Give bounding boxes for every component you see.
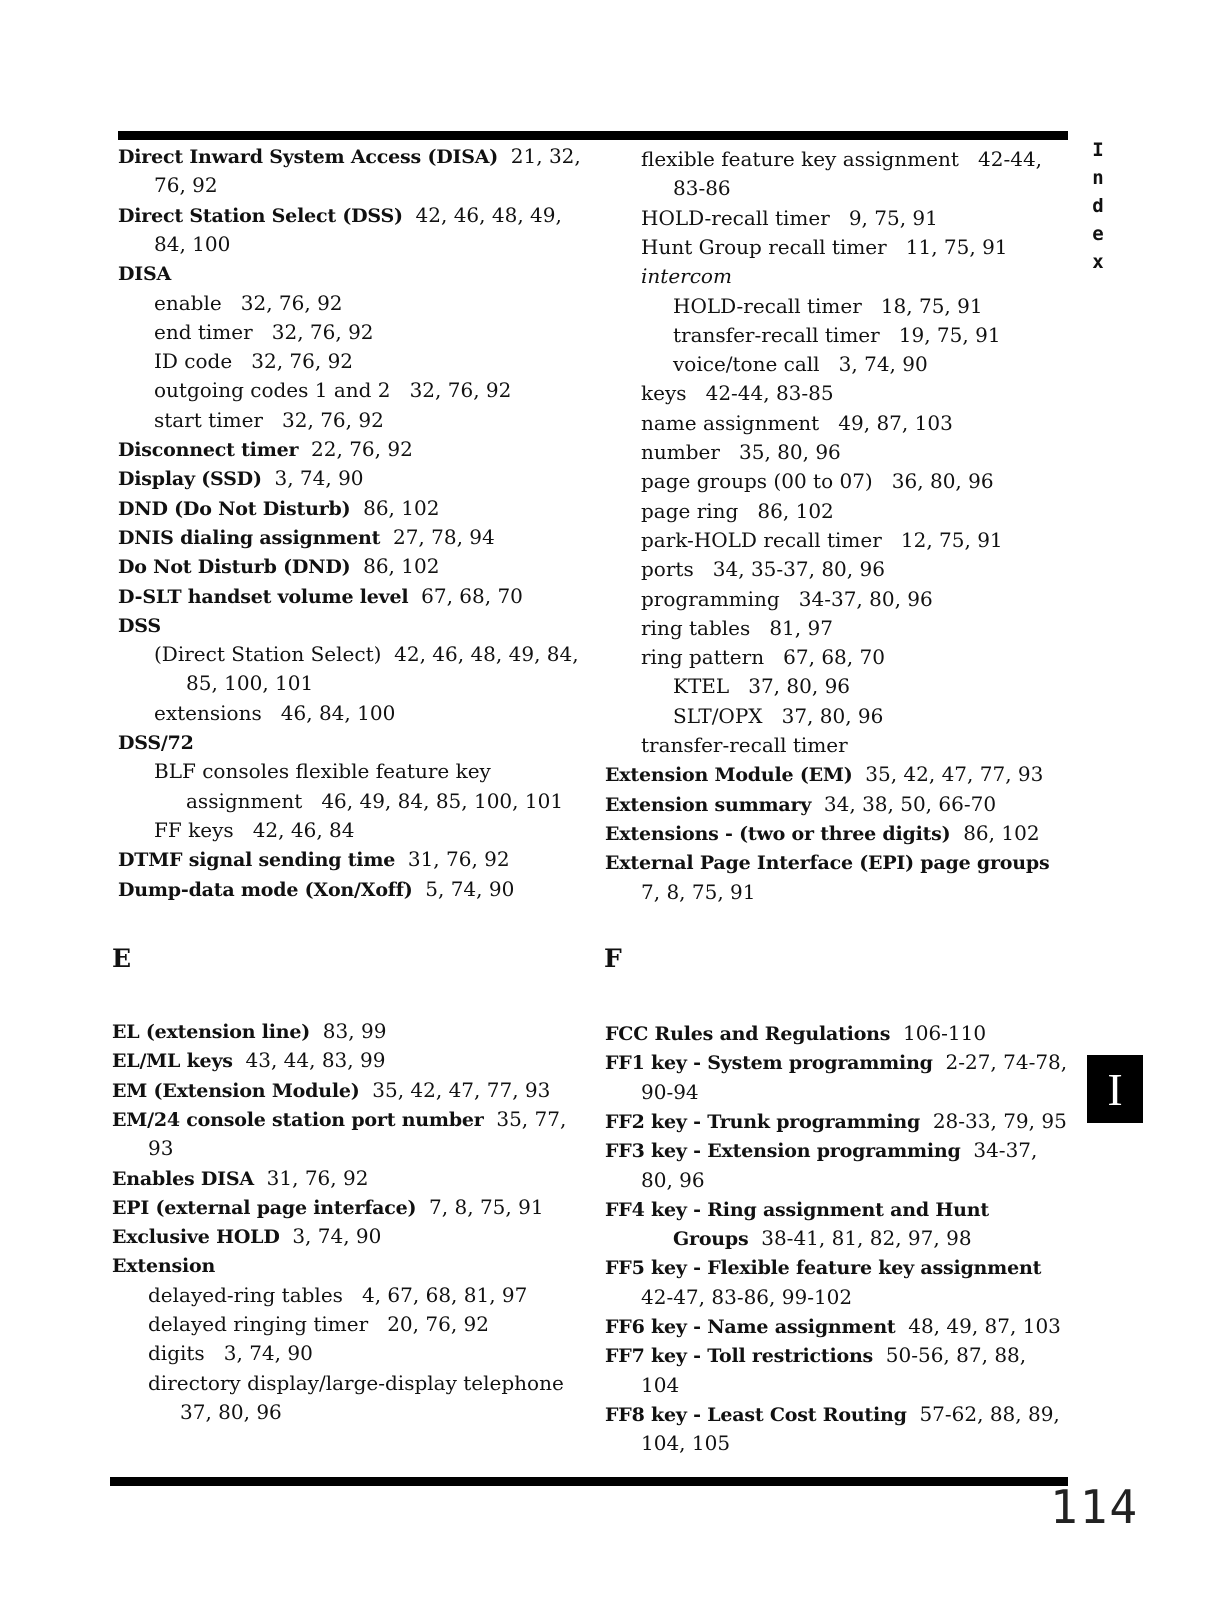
index-entry — [154, 640, 579, 669]
index-text: 21, 32, — [498, 144, 581, 168]
index-entry — [112, 1046, 385, 1076]
index-text: SLT/OPX 37, 80, 96 — [673, 703, 884, 728]
index-entry — [186, 669, 313, 698]
index-entry — [641, 555, 885, 584]
index-term: FF2 key - Trunk programming — [605, 1110, 921, 1133]
index-text: assignment 46, 49, 84, 85, 100, 101 — [186, 788, 564, 813]
index-text: 90-94 — [641, 1079, 699, 1104]
index-text: 28-33, 79, 95 — [920, 1108, 1067, 1133]
index-text: 35, 42, 47, 77, 93 — [359, 1077, 551, 1102]
index-term: FF8 key - Least Cost Routing — [605, 1403, 907, 1426]
index-text: 83, 99 — [310, 1019, 387, 1043]
index-text: keys 42-44, 83-85 — [641, 381, 834, 406]
index-entry — [641, 204, 938, 233]
index-column-right-top — [605, 145, 1075, 915]
index-term: External Page Interface (EPI) page groups — [605, 852, 1050, 875]
index-entry — [118, 728, 194, 758]
index-text: 84, 100 — [154, 231, 231, 256]
index-entry — [112, 1017, 386, 1047]
index-term: Dump-data mode (Xon/Xoff) — [118, 878, 413, 901]
index-text: transfer-recall timer 19, 75, 91 — [673, 322, 1001, 347]
index-text: 3, 74, 90 — [279, 1224, 382, 1249]
index-term: FF1 key - System programming — [605, 1052, 933, 1075]
index-entry — [154, 347, 353, 376]
index-entry — [118, 464, 364, 494]
index-text: 76, 92 — [154, 173, 218, 198]
index-entry — [641, 497, 834, 526]
index-entry — [154, 318, 374, 347]
index-entry — [154, 406, 384, 435]
index-entry — [112, 1164, 368, 1194]
index-term: Direct Station Select (DSS) — [118, 204, 403, 227]
index-entry — [641, 409, 953, 438]
index-text: delayed-ring tables 4, 67, 68, 81, 97 — [148, 1282, 528, 1307]
index-text: 83-86 — [673, 176, 731, 201]
index-entry — [118, 582, 523, 612]
index-entry — [641, 467, 994, 496]
index-text: number 35, 80, 96 — [641, 440, 841, 464]
index-text: 38-41, 81, 82, 97, 98 — [748, 1226, 972, 1251]
index-entry — [605, 848, 1049, 878]
index-text: 48, 49, 87, 103 — [895, 1314, 1061, 1338]
index-entry — [154, 376, 511, 405]
index-entry — [673, 321, 1001, 350]
index-term: Direct Inward System Access (DISA) — [118, 146, 499, 168]
index-term: Extension Module (EM) — [605, 764, 853, 787]
index-entry — [673, 1224, 972, 1254]
index-text: 22, 76, 92 — [298, 437, 413, 461]
index-text: KTEL 37, 80, 96 — [673, 674, 851, 699]
index-entry — [118, 875, 514, 905]
index-text: 34, 38, 50, 66-70 — [811, 791, 997, 816]
index-entry — [118, 611, 161, 641]
index-text: enable 32, 76, 92 — [154, 290, 343, 315]
index-entry — [118, 845, 510, 875]
index-term: Enables DISA — [112, 1167, 254, 1190]
index-term: EL/ML keys — [112, 1050, 233, 1073]
index-text: intercom — [641, 264, 732, 289]
index-entry — [641, 1371, 679, 1400]
index-text: 5, 74, 90 — [412, 876, 515, 901]
index-text: 2-27, 74-78, — [932, 1050, 1068, 1075]
index-text: 35, 42, 47, 77, 93 — [852, 762, 1044, 787]
index-entry — [641, 614, 833, 643]
index-term: EM (Extension Module) — [112, 1079, 360, 1102]
index-text: 35, 77, — [483, 1106, 567, 1131]
index-text: park-HOLD recall timer 12, 75, 91 — [641, 527, 1003, 552]
index-text: programming 34-37, 80, 96 — [641, 586, 933, 611]
index-term: D-SLT handset volume level — [118, 585, 409, 608]
index-entry — [605, 1195, 989, 1225]
section-heading-e: E — [112, 944, 132, 973]
index-text: 31, 76, 92 — [395, 847, 510, 872]
index-text: 67, 68, 70 — [408, 583, 523, 608]
index-term: FF4 key - Ring assignment and Hunt — [605, 1198, 989, 1221]
index-term: FF3 key - Extension programming — [605, 1140, 961, 1163]
index-term: Display (SSD) — [118, 468, 262, 491]
index-entry — [641, 643, 885, 672]
index-text: 106-110 — [890, 1021, 987, 1045]
index-entry — [641, 585, 933, 614]
index-entry — [605, 1019, 986, 1049]
index-side-letter: n — [1092, 167, 1104, 189]
index-entry — [112, 1193, 544, 1223]
index-text: ID code 32, 76, 92 — [154, 349, 354, 374]
index-column-right-bottom — [605, 1019, 1075, 1469]
index-entry — [112, 1251, 215, 1281]
index-column-left-top — [118, 142, 598, 912]
index-text: name assignment 49, 87, 103 — [641, 410, 953, 435]
index-entry — [154, 171, 218, 200]
index-text: extensions 46, 84, 100 — [154, 700, 396, 725]
index-term: EPI (external page interface) — [112, 1196, 417, 1219]
index-text: flexible feature key assignment 42-44, — [641, 147, 1043, 171]
index-text: HOLD-recall timer 18, 75, 91 — [673, 293, 983, 318]
index-entry — [148, 1369, 564, 1398]
index-entry — [641, 438, 841, 467]
index-entry — [180, 1398, 282, 1427]
index-term: DND (Do Not Disturb) — [118, 497, 351, 520]
index-term: DSS — [118, 614, 161, 637]
index-term: FF7 key - Toll restrictions — [605, 1345, 874, 1368]
index-entry — [605, 1048, 1067, 1078]
index-text: outgoing codes 1 and 2 32, 76, 92 — [154, 378, 512, 403]
page-number: 114 — [1050, 1480, 1140, 1534]
index-entry — [673, 672, 850, 701]
index-entry — [673, 174, 731, 203]
index-entry — [118, 259, 171, 289]
index-text: FF keys 42, 46, 84 — [154, 817, 355, 842]
index-entry — [641, 233, 1008, 262]
index-term: Extension — [112, 1255, 216, 1278]
index-text: BLF consoles flexible feature key — [154, 759, 491, 784]
top-rule — [118, 131, 1068, 140]
bottom-rule — [110, 1477, 1068, 1486]
index-text: digits 3, 74, 90 — [148, 1341, 313, 1366]
index-term: Exclusive HOLD — [112, 1226, 280, 1249]
index-term: EM/24 console station port number — [112, 1108, 484, 1131]
index-entry — [673, 292, 983, 321]
index-text: 85, 100, 101 — [186, 671, 314, 696]
index-text: 86, 102 — [950, 820, 1040, 845]
index-text: delayed ringing timer 20, 76, 92 — [148, 1312, 489, 1336]
index-entry — [154, 230, 230, 259]
index-entry — [641, 145, 1042, 174]
index-entry — [148, 1134, 173, 1163]
index-entry — [154, 289, 343, 318]
index-entry — [605, 819, 1040, 849]
index-text: 104, 105 — [641, 1431, 731, 1456]
index-entry — [118, 494, 439, 524]
index-text: 7, 8, 75, 91 — [416, 1194, 544, 1219]
index-entry — [605, 1341, 1026, 1371]
index-side-letter: e — [1092, 223, 1104, 245]
index-text: 80, 96 — [641, 1167, 705, 1192]
index-term: Extension summary — [605, 793, 812, 816]
index-term: DTMF signal sending time — [118, 849, 396, 872]
index-term: DISA — [118, 263, 172, 286]
index-entry — [641, 1283, 852, 1312]
index-text: ring tables 81, 97 — [641, 615, 833, 640]
index-entry — [154, 699, 395, 728]
index-entry — [605, 1312, 1061, 1342]
index-entry — [641, 1166, 705, 1195]
index-term: FCC Rules and Regulations — [605, 1023, 891, 1045]
index-text: 104 — [641, 1372, 680, 1397]
index-entry — [605, 790, 996, 820]
index-side-letter: I — [1092, 139, 1104, 161]
index-text: 37, 80, 96 — [180, 1399, 282, 1424]
index-text: 34-37, — [960, 1138, 1038, 1163]
index-entry — [605, 760, 1043, 790]
index-text: page groups (00 to 07) 36, 80, 96 — [641, 469, 994, 494]
index-term: Extensions - (two or three digits) — [605, 822, 951, 845]
index-text: start timer 32, 76, 92 — [154, 407, 384, 432]
index-entry — [641, 731, 848, 760]
index-entry — [148, 1310, 489, 1339]
index-text: 42-47, 83-86, 99-102 — [641, 1284, 853, 1309]
index-entry — [118, 201, 562, 231]
index-text: 93 — [148, 1136, 174, 1161]
index-term: EL (extension line) — [112, 1021, 311, 1043]
index-entry — [118, 552, 439, 582]
index-entry — [118, 142, 581, 172]
index-text: page ring 86, 102 — [641, 498, 834, 523]
index-text: ring pattern 67, 68, 70 — [641, 645, 885, 670]
index-term: Do Not Disturb (DND) — [118, 556, 351, 579]
index-text: 27, 78, 94 — [380, 524, 495, 549]
index-entry — [641, 1078, 699, 1107]
index-term: Disconnect timer — [118, 439, 299, 461]
index-text: 42, 46, 48, 49, — [402, 202, 562, 227]
index-entry — [605, 1400, 1060, 1430]
index-text: ports 34, 35-37, 80, 96 — [641, 557, 885, 582]
index-text: Hunt Group recall timer 11, 75, 91 — [641, 234, 1008, 259]
index-entry — [641, 379, 834, 408]
index-text: 43, 44, 83, 99 — [232, 1048, 386, 1073]
index-text: end timer 32, 76, 92 — [154, 319, 374, 344]
index-term: FF6 key - Name assignment — [605, 1316, 896, 1338]
section-tab: I — [1087, 1055, 1143, 1123]
index-text: 50-56, 87, 88, — [873, 1343, 1027, 1368]
index-entry — [112, 1105, 566, 1135]
index-entry — [641, 262, 732, 291]
index-column-left-bottom — [112, 1017, 592, 1437]
index-text: 86, 102 — [350, 495, 440, 520]
index-entry — [148, 1339, 313, 1368]
index-term: FF5 key - Flexible feature key assignment — [605, 1257, 1042, 1280]
index-text: (Direct Station Select) 42, 46, 48, 49, 84, — [154, 642, 579, 667]
index-entry — [641, 1429, 730, 1458]
index-text: 31, 76, 92 — [253, 1165, 369, 1190]
section-heading-f: F — [604, 944, 622, 973]
index-text: 7, 8, 75, 91 — [641, 879, 756, 904]
index-entry — [118, 523, 495, 553]
index-entry — [641, 878, 756, 907]
index-side-letter: x — [1092, 251, 1104, 273]
index-entry — [673, 702, 883, 731]
index-text: transfer-recall timer — [641, 733, 848, 757]
index-text: voice/tone call 3, 74, 90 — [673, 352, 928, 377]
index-term: DSS/72 — [118, 732, 194, 754]
index-term: DNIS dialing assignment — [118, 526, 381, 549]
index-text: 57-62, 88, 89, — [906, 1401, 1060, 1426]
index-entry — [605, 1253, 1041, 1283]
index-entry — [605, 1107, 1067, 1137]
index-entry — [673, 350, 928, 379]
index-side-label — [1088, 136, 1108, 276]
index-entry — [118, 435, 413, 465]
index-entry — [186, 787, 563, 816]
index-entry — [605, 1136, 1037, 1166]
index-entry — [148, 1281, 527, 1310]
index-entry — [641, 526, 1003, 555]
index-entry — [112, 1222, 381, 1252]
index-text: directory display/large-display telephone — [148, 1370, 564, 1395]
index-entry — [112, 1076, 550, 1106]
index-text: 3, 74, 90 — [261, 466, 364, 491]
index-entry — [154, 757, 491, 786]
index-term: Groups — [673, 1228, 749, 1251]
index-entry — [154, 816, 354, 845]
index-text: HOLD-recall timer 9, 75, 91 — [641, 205, 938, 230]
index-side-letter: d — [1092, 195, 1104, 217]
index-text: 86, 102 — [350, 554, 440, 579]
